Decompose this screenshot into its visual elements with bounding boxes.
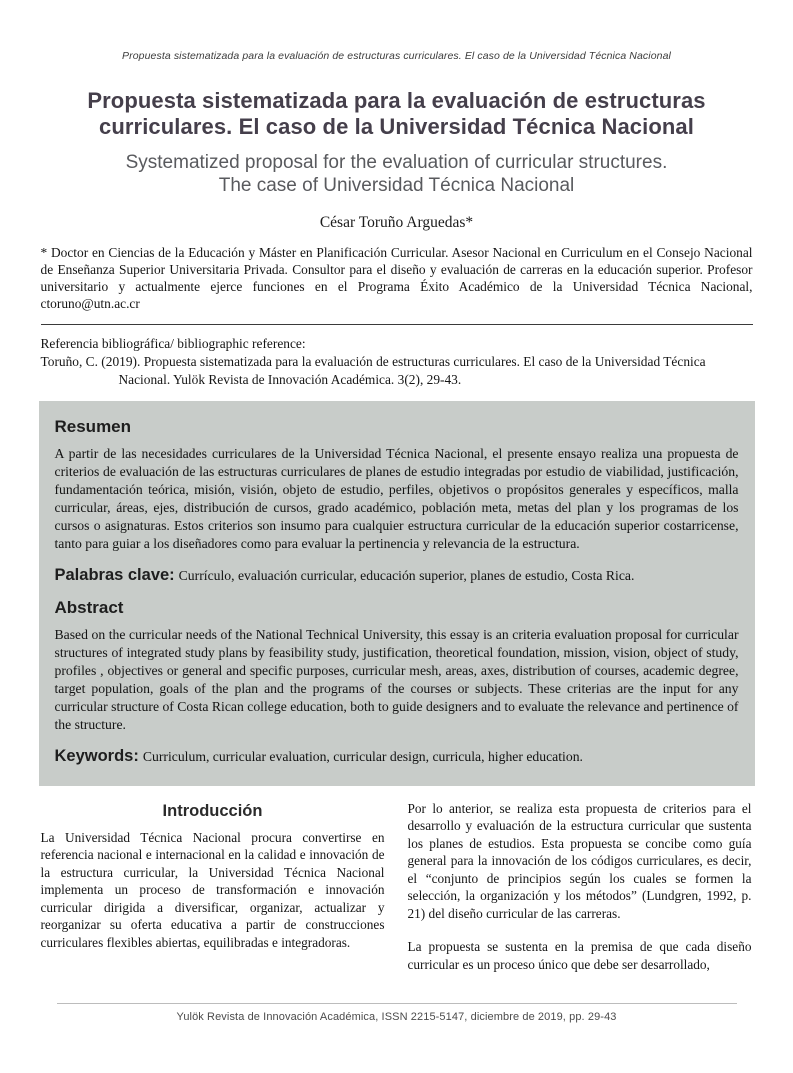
paper-title-english: Systematized proposal for the evaluation of curricular structures. The case of Universidad Técnica Nacional (125, 151, 668, 196)
bibliographic-reference-block (41, 335, 753, 389)
keywords-label: Keywords: (54, 747, 139, 766)
resumen-heading: Resumen (54, 417, 132, 437)
abstract-heading: Abstract (54, 598, 124, 618)
paper-title-spanish: Propuesta sistematizada para la evaluación de estructuras curriculares. El caso de la Universidad Técnica Nacional (87, 88, 706, 139)
palabras-clave-line (55, 565, 739, 586)
running-head: Propuesta sistematizada para la evaluación de estructuras curriculares. El caso de la Universidad Técnica Nacional (122, 50, 671, 62)
reference-label: Referencia bibliográfica/ bibliographic reference: (40, 336, 306, 352)
reference-citation: Toruño, C. (2019). Propuesta sistematizada para la evaluación de estructuras curriculares. El caso de la Universidad Técnica Nacional. Yulök Revista de Innovación Académica. 3(2), 29-43. (40, 354, 706, 388)
abstract-text: Based on the curricular needs of the National Technical University, this essay is an criteria evaluation proposal for curricular structures of integrated study plans by feasibility study, justification, theoretical foundation, mission, vision, object of study, profiles , objectives or general and specific purposes, curricular mesh, areas, axes, distribution of courses, academic degree, target population, goals of the plan and the programs of the courses or subjects. These criterias are the input for any curricular structure of Costa Rican college education, both to guide designers and to evaluate the relevance and pertinence of the structure. (54, 627, 739, 733)
keywords-line (55, 746, 739, 767)
author-name: César Toruño Arguedas* (319, 213, 474, 231)
author-affiliation-note: * Doctor en Ciencias de la Educación y Máster en Planificación Curricular. Asesor Nacional en Curriculum en el Consejo Nacional de Enseñanza Superior Universitaria Privada. Consultor para el diseño y evaluación de carreras en la educación superior. Profesor universitario y actualmente ejerce funciones en el Programa Éxito Académico de la Universidad Técnica Nacional, ctoruno@utn.ac.cr (40, 244, 753, 311)
affiliation-divider-rule (41, 324, 753, 325)
body-two-columns (41, 800, 753, 990)
right-column-paragraph-2: La propuesta se sustenta en la premisa de que cada diseño curricular es un proceso único que debe ser desarrollado, (407, 939, 752, 972)
introduction-heading: Introducción (162, 801, 263, 820)
footer-divider-rule (57, 1003, 737, 1004)
page-footer (0, 1003, 793, 1023)
keywords-text: Curriculum, curricular evaluation, curricular design, curricula, higher education. (142, 749, 583, 765)
resumen-text: A partir de las necesidades curriculares de la Universidad Técnica Nacional, el presente ensayo realiza una propuesta de criterios de evaluación de las estructuras curriculares de planes de estudio integradas por estudio de viabilidad, justificación, fundamentación teórica, misión, visión, objeto de estudio, perfiles, objetivos o propósitos generales y específicos, malla curricular, áreas, ejes, distribución de cursos, grado académico, población meta, metas del plan y los programas de los cursos o asignaturas. Estos criterios son insumo para cualquier estructura curricular de la educación superior costarricense, tanto para guiar a los diseñadores como para evaluar la pertinencia y relevancia de la estructura. (54, 446, 739, 552)
palabras-clave-text: Currículo, evaluación curricular, educación superior, planes de estudio, Costa Rica. (178, 568, 635, 584)
introduction-paragraph: La Universidad Técnica Nacional procura convertirse en referencia nacional e internacional en la calidad e innovación de la estructura curricular, la Universidad Técnica Nacional implementa un proceso de transformación e innovación curricular dirigida a diversificar, organizar, actualizar y reorganizar su oferta educativa a partir de construcciones curriculares flexibles abiertas, equilibradas e integradoras. (40, 829, 385, 950)
left-column (41, 800, 385, 990)
palabras-clave-label: Palabras clave: (54, 566, 175, 585)
abstract-box (39, 401, 755, 785)
right-column (408, 800, 752, 990)
right-column-paragraph-1: Por lo anterior, se realiza esta propuesta de criterios para el desarrollo y evaluación de la estructura curricular que sustenta los planes de estudios. Esta propuesta se concibe como guía general para la innovación de los códigos curriculares, es decir, el “conjunto de principios según los cuales se formen la selección, la organización y los métodos” (Lundgren, 1992, p. 21) del diseño curricular de las carreras. (407, 800, 752, 921)
journal-footer-text: Yulök Revista de Innovación Académica, ISSN 2215-5147, diciembre de 2019, pp. 29-43 (176, 1011, 617, 1023)
